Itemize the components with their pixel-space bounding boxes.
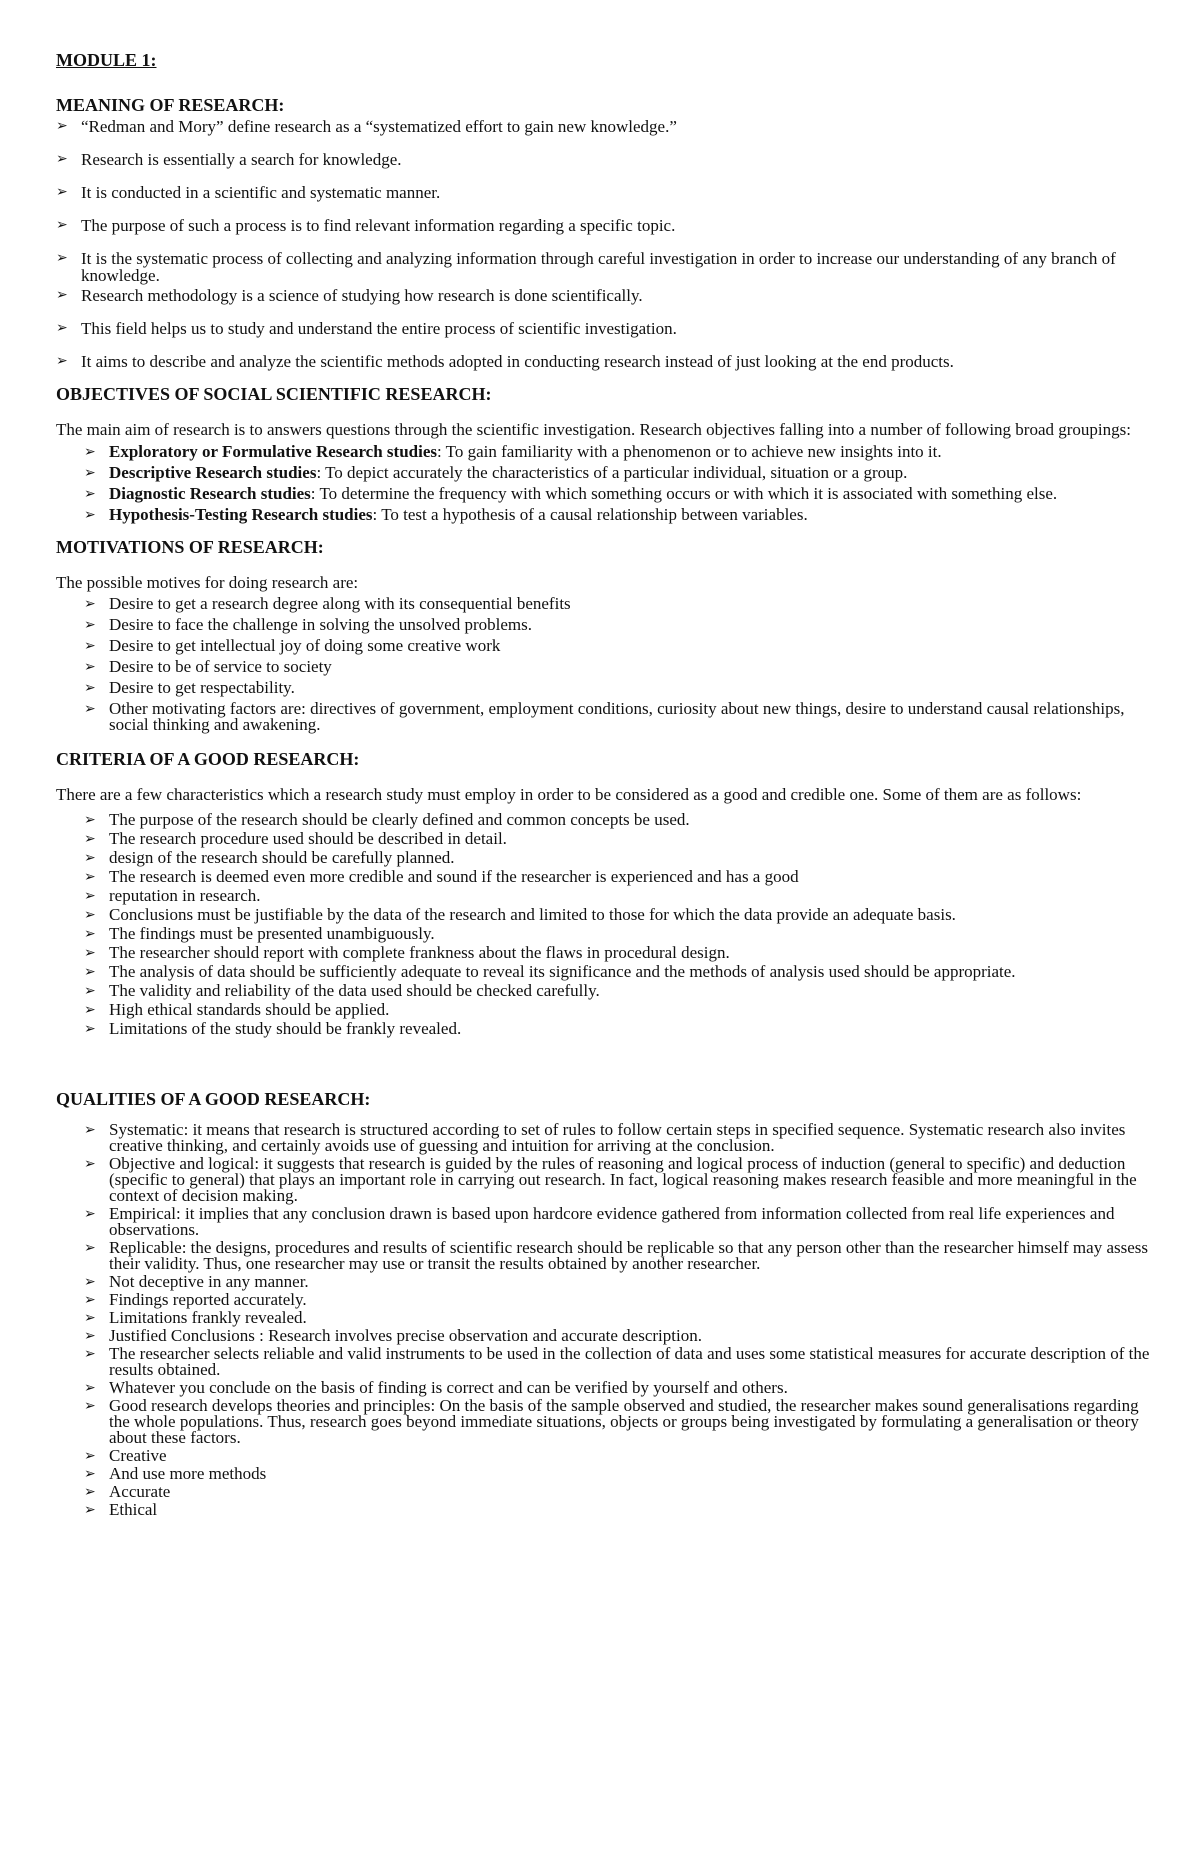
section-title-criteria: CRITERIA OF A GOOD RESEARCH: bbox=[56, 749, 360, 769]
list-item: ➢ High ethical standards should be applied. bbox=[84, 1000, 390, 1019]
arrow-bullet-icon: ➢ bbox=[56, 287, 68, 303]
arrow-bullet-icon: ➢ bbox=[84, 596, 96, 612]
list-item: ➢ Limitations frankly revealed. bbox=[84, 1308, 307, 1327]
list-item: ➢ It aims to describe and analyze the scientific methods adopted in conducting research instead of just looking at the end products. bbox=[56, 352, 954, 371]
list-item: ➢ The analysis of data should be sufficiently adequate to reveal its significance and the methods of analysis used should be appropriate. bbox=[84, 962, 1016, 981]
list-item: ➢ The purpose of such a process is to find relevant information regarding a specific topic. bbox=[56, 216, 676, 235]
motivations-list bbox=[84, 596, 1156, 733]
arrow-bullet-icon: ➢ bbox=[84, 1240, 96, 1256]
criteria-list bbox=[84, 812, 1156, 1037]
arrow-bullet-icon: ➢ bbox=[84, 638, 96, 654]
arrow-bullet-icon: ➢ bbox=[84, 1448, 96, 1464]
list-item: ➢ The research procedure used should be described in detail. bbox=[84, 829, 507, 848]
arrow-bullet-icon: ➢ bbox=[56, 353, 68, 369]
module-title: MODULE 1: bbox=[56, 50, 157, 70]
arrow-bullet-icon: ➢ bbox=[84, 869, 96, 885]
list-item: ➢ The validity and reliability of the data used should be checked carefully. bbox=[84, 981, 600, 1000]
list-item: ➢ Exploratory or Formulative Research studies: To gain familiarity with a phenomenon or to achieve new insights into it. bbox=[84, 442, 942, 461]
list-item: ➢ Desire to get a research degree along with its consequential benefits bbox=[84, 594, 571, 613]
list-item: ➢ The researcher should report with complete frankness about the flaws in procedural design. bbox=[84, 943, 730, 962]
list-item: ➢ Findings reported accurately. bbox=[84, 1290, 307, 1309]
section-title-objectives: OBJECTIVES OF SOCIAL SCIENTIFIC RESEARCH: bbox=[56, 384, 492, 404]
section-title-meaning: MEANING OF RESEARCH: bbox=[56, 95, 285, 115]
document-page bbox=[56, 50, 1156, 1518]
list-item: ➢ Accurate bbox=[84, 1482, 171, 1501]
arrow-bullet-icon: ➢ bbox=[84, 850, 96, 866]
arrow-bullet-icon: ➢ bbox=[84, 486, 96, 502]
arrow-bullet-icon: ➢ bbox=[84, 617, 96, 633]
section-title-qualities: QUALITIES OF A GOOD RESEARCH: bbox=[56, 1089, 371, 1109]
arrow-bullet-icon: ➢ bbox=[56, 320, 68, 336]
arrow-bullet-icon: ➢ bbox=[84, 1274, 96, 1290]
arrow-bullet-icon: ➢ bbox=[84, 907, 96, 923]
section-title-motivations: MOTIVATIONS OF RESEARCH: bbox=[56, 537, 324, 557]
arrow-bullet-icon: ➢ bbox=[84, 1380, 96, 1396]
meaning-list bbox=[56, 118, 1156, 370]
list-item: ➢ The purpose of the research should be clearly defined and common concepts be used. bbox=[84, 810, 690, 829]
arrow-bullet-icon: ➢ bbox=[56, 151, 68, 167]
list-item: ➢ It is the systematic process of collecting and analyzing information through careful investigation in order to increase our understanding of any branch of knowledge. bbox=[56, 249, 1116, 285]
qualities-list bbox=[84, 1122, 1156, 1518]
arrow-bullet-icon: ➢ bbox=[84, 1122, 96, 1138]
list-item: ➢ Systematic: it means that research is structured according to set of rules to follow certain steps in specified sequence. Systematic research also invites creative thinking, and certainly avoids use of guessing and intuition for arriving at the conclusion. bbox=[84, 1120, 1126, 1155]
arrow-bullet-icon: ➢ bbox=[84, 1002, 96, 1018]
arrow-bullet-icon: ➢ bbox=[84, 465, 96, 481]
list-item: ➢ “Redman and Mory” define research as a “systematized effort to gain new knowledge.” bbox=[56, 117, 677, 136]
list-item: ➢ design of the research should be carefully planned. bbox=[84, 848, 455, 867]
list-item: ➢ Desire to get respectability. bbox=[84, 678, 295, 697]
arrow-bullet-icon: ➢ bbox=[84, 888, 96, 904]
list-item: ➢ Desire to get intellectual joy of doing some creative work bbox=[84, 636, 501, 655]
list-item: ➢ reputation in research. bbox=[84, 886, 261, 905]
arrow-bullet-icon: ➢ bbox=[84, 1484, 96, 1500]
list-item: ➢ Empirical: it implies that any conclusion drawn is based upon hardcore evidence gathered from information collected from real life experiences and observations. bbox=[84, 1204, 1115, 1239]
list-item: ➢ Not deceptive in any manner. bbox=[84, 1272, 309, 1291]
list-item: ➢ The researcher selects reliable and valid instruments to be used in the collection of data and uses some statistical measures for accurate description of the results obtained. bbox=[84, 1344, 1150, 1379]
list-item: ➢ Creative bbox=[84, 1446, 167, 1465]
list-item: ➢ Desire to be of service to society bbox=[84, 657, 332, 676]
list-item: ➢ Good research develops theories and principles: On the basis of the sample observed and studied, the researcher makes sound generalisations regarding the whole populations. Thus, research goes beyond immediate situations, objects or groups being investigated by formulating a generalisation or theory about these factors. bbox=[84, 1396, 1139, 1447]
arrow-bullet-icon: ➢ bbox=[56, 217, 68, 233]
list-item: ➢ And use more methods bbox=[84, 1464, 267, 1483]
list-item: ➢ It is conducted in a scientific and systematic manner. bbox=[56, 183, 441, 202]
list-item: ➢ This field helps us to study and understand the entire process of scientific investigation. bbox=[56, 319, 677, 338]
arrow-bullet-icon: ➢ bbox=[84, 680, 96, 696]
list-item: ➢ Limitations of the study should be frankly revealed. bbox=[84, 1019, 462, 1038]
list-item: ➢ Descriptive Research studies: To depict accurately the characteristics of a particular individual, situation or a group. bbox=[84, 463, 908, 482]
arrow-bullet-icon: ➢ bbox=[84, 1292, 96, 1308]
arrow-bullet-icon: ➢ bbox=[84, 964, 96, 980]
arrow-bullet-icon: ➢ bbox=[84, 983, 96, 999]
arrow-bullet-icon: ➢ bbox=[84, 444, 96, 460]
motivations-intro: The possible motives for doing research are: bbox=[56, 573, 359, 592]
objectives-intro: The main aim of research is to answers questions through the scientific investigation. Research objectives falling into a number of following broad groupings: bbox=[56, 420, 1131, 439]
arrow-bullet-icon: ➢ bbox=[84, 1310, 96, 1326]
list-item: ➢ Research is essentially a search for knowledge. bbox=[56, 150, 402, 169]
arrow-bullet-icon: ➢ bbox=[84, 1466, 96, 1482]
arrow-bullet-icon: ➢ bbox=[84, 1398, 96, 1414]
arrow-bullet-icon: ➢ bbox=[84, 1021, 96, 1037]
list-item: ➢ Other motivating factors are: directives of government, employment conditions, curiosity about new things, desire to understand causal relationships, social thinking and awakening. bbox=[84, 699, 1125, 734]
list-item: ➢ Conclusions must be justifiable by the data of the research and limited to those for which the data provide an adequate basis. bbox=[84, 905, 956, 924]
arrow-bullet-icon: ➢ bbox=[56, 118, 68, 134]
arrow-bullet-icon: ➢ bbox=[84, 1156, 96, 1172]
list-item: ➢ Whatever you conclude on the basis of finding is correct and can be verified by yourself and others. bbox=[84, 1378, 788, 1397]
objectives-list bbox=[84, 444, 1156, 523]
criteria-intro: There are a few characteristics which a research study must employ in order to be considered as a good and credible one. Some of them are as follows: bbox=[56, 785, 1082, 804]
list-item: ➢ The research is deemed even more credible and sound if the researcher is experienced and has a good bbox=[84, 867, 799, 886]
list-item: ➢ The findings must be presented unambiguously. bbox=[84, 924, 435, 943]
arrow-bullet-icon: ➢ bbox=[56, 184, 68, 200]
list-item: ➢ Ethical bbox=[84, 1500, 158, 1519]
arrow-bullet-icon: ➢ bbox=[84, 1502, 96, 1518]
arrow-bullet-icon: ➢ bbox=[84, 926, 96, 942]
arrow-bullet-icon: ➢ bbox=[84, 831, 96, 847]
arrow-bullet-icon: ➢ bbox=[84, 1346, 96, 1362]
arrow-bullet-icon: ➢ bbox=[84, 659, 96, 675]
arrow-bullet-icon: ➢ bbox=[84, 701, 96, 717]
arrow-bullet-icon: ➢ bbox=[56, 250, 68, 266]
list-item: ➢ Research methodology is a science of studying how research is done scientifically. bbox=[56, 286, 643, 305]
list-item: ➢ Diagnostic Research studies: To determine the frequency with which something occurs or with which it is associated with something else. bbox=[84, 484, 1058, 503]
arrow-bullet-icon: ➢ bbox=[84, 812, 96, 828]
arrow-bullet-icon: ➢ bbox=[84, 507, 96, 523]
list-item: ➢ Replicable: the designs, procedures and results of scientific research should be replicable so that any person other than the researcher himself may assess their validity. Thus, one researcher may use or transit the results obtained by another researcher. bbox=[84, 1238, 1149, 1273]
arrow-bullet-icon: ➢ bbox=[84, 1328, 96, 1344]
arrow-bullet-icon: ➢ bbox=[84, 945, 96, 961]
list-item: ➢ Desire to face the challenge in solving the unsolved problems. bbox=[84, 615, 532, 634]
list-item: ➢ Objective and logical: it suggests that research is guided by the rules of reasoning and logical process of induction (general to specific) and deduction (specific to general) that plays an important role in carrying out research. In fact, logical reasoning makes research feasible and more meaningful in the context of decision making. bbox=[84, 1154, 1137, 1205]
list-item: ➢ Hypothesis-Testing Research studies: To test a hypothesis of a causal relationship between variables. bbox=[84, 505, 808, 524]
list-item: ➢ Justified Conclusions : Research involves precise observation and accurate description. bbox=[84, 1326, 702, 1345]
arrow-bullet-icon: ➢ bbox=[84, 1206, 96, 1222]
